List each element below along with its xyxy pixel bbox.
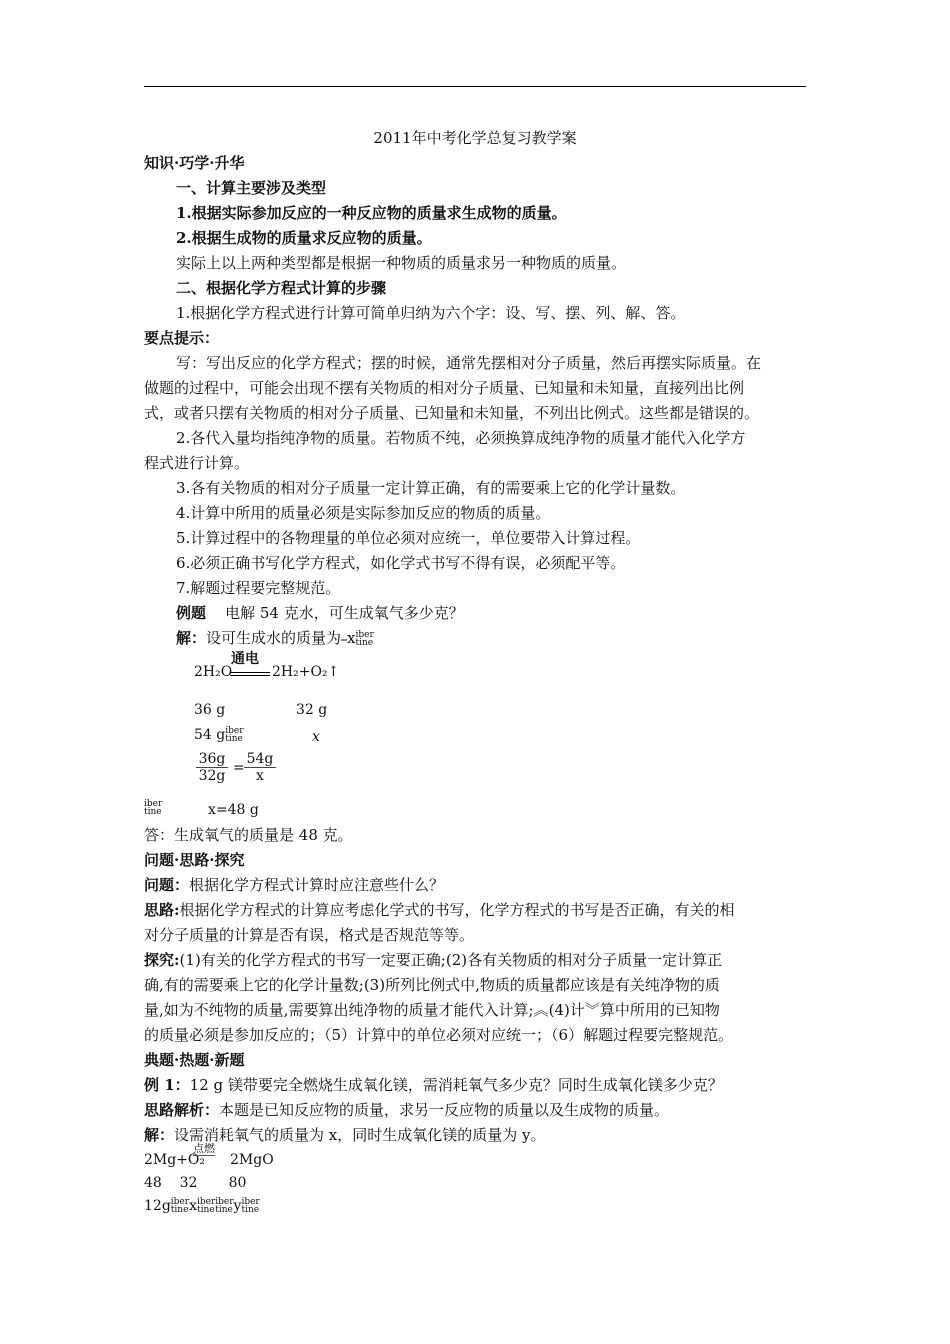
example1-line	[144, 1075, 806, 1095]
fraction-2-num: 54g	[244, 751, 276, 768]
point-3: 3.各有关物质的相对分子质量一定计算正确，有的需要乘上它的化学计量数。	[176, 479, 686, 497]
eq1-left: 2H₂O	[194, 664, 233, 680]
explore-label: 探究:	[144, 951, 180, 969]
glitch-b: tine	[355, 638, 374, 648]
glitch-a: iber	[355, 630, 374, 640]
glitch-h2: tine	[215, 1205, 233, 1215]
eq2-row2-c: y	[233, 1198, 242, 1214]
eq2-row2-a: 12g	[144, 1198, 171, 1214]
answer: 答：生成氧气的质量是 48 克。	[144, 826, 353, 844]
example1-text: 12 g 镁带要完全燃烧生成氧化镁，需消耗氧气多少克？同时生成氧化镁多少克？	[189, 1076, 723, 1094]
glitch-i1: iber	[241, 1197, 260, 1207]
glitch-e2: tine	[144, 807, 162, 817]
fraction-2-den: x	[256, 768, 264, 784]
example-text: 电解 54 克水，可生成氧气多少克？	[225, 604, 464, 622]
example1-solution-text: 设需消耗氧气的质量为 x，同时生成氧化镁的质量为 y。	[174, 1126, 546, 1144]
section-heading-examples: 典题·热题·新题	[144, 1051, 245, 1069]
eq2-condition: 点燃	[193, 1142, 215, 1155]
example-label: 例题	[176, 604, 207, 622]
point-4: 4.计算中所用的质量必须是实际参加反应的物质的质量。	[176, 504, 551, 522]
eq1-right: 2H₂+O₂↑	[272, 664, 340, 680]
eq2-left: 2Mg+O₂	[144, 1152, 206, 1168]
fraction-2	[244, 751, 276, 784]
tips-line-1: 写：写出反应的化学方程式；摆的时候，通常先摆相对分子质量，然后再摆实际质量。在	[176, 354, 762, 372]
glitch-h1: iber	[215, 1197, 234, 1207]
tips-line-3: 式，或者只摆有关物质的相对分子质量、已知量和未知量，不列出比例式。这些都是错误的。	[144, 404, 760, 422]
glitch-f2: tine	[170, 1205, 189, 1215]
paragraph-type-2: 2.根据生成物的质量求反应物的质量。	[176, 229, 432, 247]
equals-sign: =	[233, 760, 245, 776]
idea-label: 思路:	[144, 901, 180, 919]
idea-line-1	[144, 900, 806, 920]
eq2-row1: 48 32 80	[144, 1175, 247, 1191]
tips-line-2: 做题的过程中，可能会出现不摆有关物质的相对分子质量、已知量和未知量，直接列出比例	[144, 379, 745, 397]
heading-calc-steps: 二、根据化学方程式计算的步骤	[176, 279, 387, 297]
result: x=48 g	[208, 802, 259, 818]
eq1-equals-bar	[230, 672, 270, 676]
glitch-c: iber	[225, 726, 244, 736]
section-heading-knowledge: 知识·巧学·升华	[144, 154, 245, 172]
eq1-row2-left	[194, 727, 244, 743]
section-heading-explore: 问题·思路·探究	[144, 851, 245, 869]
question-line	[144, 875, 806, 895]
example1-solution-line	[144, 1125, 806, 1145]
example1-idea-text: 本题是已知反应物的质量，求另一反应物的质量以及生成物的质量。	[219, 1101, 670, 1119]
point-2-line-1: 2.各代入量均指纯净物的质量。若物质不纯，必须换算成纯净物的质量才能代入化学方	[176, 429, 746, 447]
glitch-e	[144, 800, 162, 818]
tips-label: 要点提示：	[144, 329, 220, 347]
header-rule	[144, 86, 806, 87]
example1-idea-line	[144, 1100, 806, 1120]
eq1-row2-value: 54 g	[194, 727, 226, 743]
idea-text-1: 根据化学方程式的计算应考虑化学式的书写，化学方程式的书写是否正确，有关的相	[179, 901, 735, 919]
eq1-condition: 通电	[231, 651, 259, 667]
glitch-i2: tine	[241, 1205, 260, 1215]
fraction-1	[196, 751, 228, 784]
eq1-row1-left: 36 g	[194, 702, 226, 718]
example1-label: 例 1：	[144, 1076, 190, 1094]
explore-line-2: 确,有的需要乘上它的化学计量数;(3)所列比例式中,物质的质量都应该是有关纯净物的质	[144, 976, 720, 994]
point-5: 5.计算过程中的各物理量的单位必须对应统一，单位要带入计算过程。	[176, 529, 641, 547]
glitch-d: tine	[225, 734, 243, 744]
question-label: 问题：	[144, 876, 190, 894]
eq2-row2-b: x	[189, 1198, 197, 1214]
glitch-g1: iber	[196, 1197, 216, 1207]
explore-line-3: 量,如为不纯物的质量,需要算出纯净物的质量才能代入计算;︽(4)计︾算中所用的已知物	[144, 1001, 720, 1019]
solution-label: 解：	[176, 629, 207, 647]
point-2-line-2: 程式进行计算。	[144, 454, 250, 472]
eq1-row1-right: 32 g	[296, 702, 328, 718]
solution-text: 设可生成水的质量为	[206, 629, 342, 647]
example-line	[176, 603, 806, 623]
paragraph-summary: 实际上以上两种类型都是根据一种物质的质量求另一种物质的质量。	[176, 254, 627, 272]
eq2-row2	[144, 1198, 260, 1214]
solution-line: 解：设可生成水的质量为⎯xiber tine	[176, 629, 374, 648]
eq2-right: 2MgO	[230, 1152, 274, 1168]
paragraph-type-1: 1.根据实际参加反应的一种反应物的质量求生成物的质量。	[176, 204, 567, 222]
page-title: 2011年中考化学总复习教学案	[373, 129, 577, 147]
heading-calc-types: 一、计算主要涉及类型	[176, 179, 327, 197]
glitch-g2: tine	[196, 1205, 215, 1215]
explore-line-4: 的质量必须是参加反应的；（5）计算中的单位必须对应统一；（6）解题过程要完整规范。	[144, 1026, 734, 1044]
eq1-row2-right: x	[312, 729, 320, 745]
paragraph-six-steps: 1.根据化学方程式进行计算可简单归纳为六个字：设、写、摆、列、解、答。	[176, 304, 686, 322]
fraction-1-num: 36g	[196, 751, 228, 768]
point-6: 6.必须正确书写化学方程式，如化学式书写不得有误，必须配平等。	[176, 554, 626, 572]
explore-line-1	[144, 950, 806, 970]
question-text: 根据化学方程式计算时应注意些什么？	[189, 876, 445, 894]
fraction-1-den: 32g	[198, 768, 226, 784]
glitch-e1: iber	[144, 799, 163, 809]
explore-text-1: (1)有关的化学方程式的书写一定要正确;(2)各有关物质的相对分子质量一定计算正	[179, 951, 723, 969]
point-7: 7.解题过程要完整规范。	[176, 579, 341, 597]
example1-solution-label: 解：	[144, 1126, 175, 1144]
idea-line-2: 对分子质量的计算是否有误，格式是否规范等等。	[144, 926, 475, 944]
example1-idea-label: 思路解析：	[144, 1101, 220, 1119]
solution-var: x	[347, 629, 356, 647]
glitch-f1: iber	[170, 1197, 190, 1207]
